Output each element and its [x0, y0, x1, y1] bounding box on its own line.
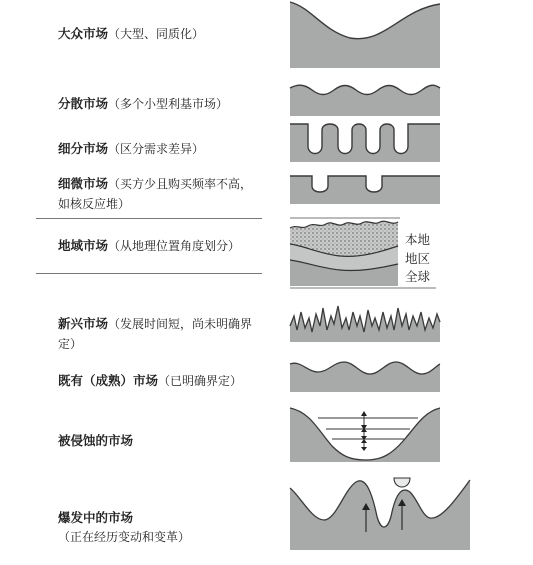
legend-global: 全球 [405, 269, 431, 284]
row-label-niche-market: 细微市场（买方少且购买频率不高，如核反应堆） [58, 176, 253, 211]
legend-local: 本地 [405, 232, 431, 247]
shape-eroding-market [290, 408, 440, 462]
legend-regional: 地区 [405, 251, 431, 266]
shape-mass-market [290, 2, 440, 68]
row-label-exploding-market: 爆发中的市场（正在经历变动和变革） [58, 510, 191, 544]
row-label-geographic-market: 地域市场（从地理位置角度划分） [58, 238, 241, 253]
row-label-established-market: 既有（成熟）市场（已明确界定） [58, 373, 243, 388]
row-label-fragmented-market: 分散市场（多个小型利基市场） [58, 96, 229, 111]
shape-exploding-market [290, 478, 470, 550]
row-label-eroding-market: 被侵蚀的市场 [58, 433, 134, 448]
row-label-segmented-market: 细分市场（区分需求差异） [58, 141, 205, 156]
shape-emerging-market [290, 306, 440, 342]
row-label-emerging-market: 新兴市场（发展时间短，尚未明确界定） [58, 316, 253, 351]
row-label-mass-market: 大众市场（大型、同质化） [58, 26, 205, 41]
shape-niche-market [290, 176, 440, 204]
shape-established-market [290, 362, 440, 392]
shape-geographic-market [290, 218, 436, 288]
shape-fragmented-market [290, 85, 440, 116]
shape-segmented-market [290, 124, 440, 162]
